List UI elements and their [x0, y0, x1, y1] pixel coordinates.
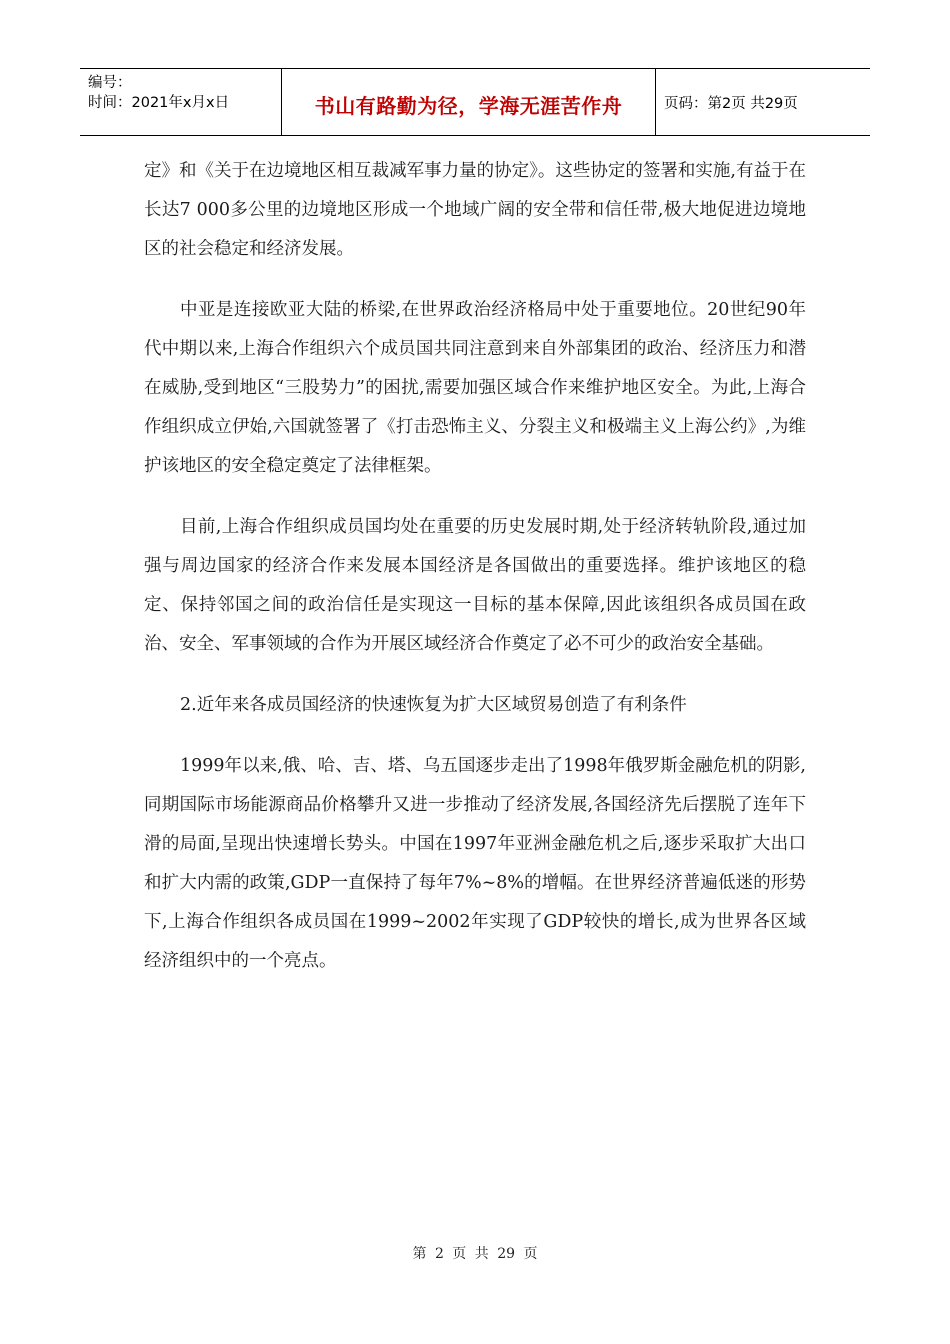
paragraph: 1999年以来,俄、哈、吉、塔、乌五国逐步走出了1998年俄罗斯金融危机的阴影,同期国际市场能源商品价格攀升又进一步推动了经济发展,各国经济先后摆脱了连年下滑的局面,呈现出快速增长势头。中国在1997年亚洲金融危机之后,逐步采取扩大出口和扩大内需的政策,GDP一直保持了每年7%~8%的增幅。在世界经济普遍低迷的形势下,上海合作组织各成员国在1999~2002年实现了GDP较快的增长,成为世界各区域经济组织中的一个亮点。: [144, 756, 806, 971]
document-time-label: 时间：2021年x月x日: [88, 95, 230, 111]
header-motto: 书山有路勤为径，学海无涯苦作舟: [282, 69, 656, 135]
paragraph-continuation: 定》和《关于在边境地区相互裁减军事力量的协定》。这些协定的签署和实施,有益于在长达7 000多公里的边境地区形成一个地域广阔的安全带和信任带,极大地促进边境地区的社会稳定和经济发展。: [144, 161, 806, 259]
page-header: [80, 68, 870, 136]
document-body: [144, 152, 806, 1003]
paragraph: 目前,上海合作组织成员国均处在重要的历史发展时期,处于经济转轨阶段,通过加强与周边国家的经济合作来发展本国经济是各国做出的重要选择。维护该地区的稳定、保持邻国之间的政治信任是实现这一目标的基本保障,因此该组织各成员国在政治、安全、军事领域的合作为开展区域经济合作奠定了必不可少的政治安全基础。: [144, 517, 806, 654]
header-meta: [80, 69, 282, 135]
page-footer: 第 2 页 共 29 页: [412, 1246, 538, 1262]
section-heading: 2.近年来各成员国经济的快速恢复为扩大区域贸易创造了有利条件: [180, 695, 687, 715]
paragraph: 中亚是连接欧亚大陆的桥梁,在世界政治经济格局中处于重要地位。20世纪90年代中期以来,上海合作组织六个成员国共同注意到来自外部集团的政治、经济压力和潜在威胁,受到地区“三股势力”的困扰,需要加强区域合作来维护地区安全。为此,上海合作组织成立伊始,六国就签署了《打击恐怖主义、分裂主义和极端主义上海公约》,为维护该地区的安全稳定奠定了法律框架。: [144, 300, 806, 476]
header-page-info: 页码：第2页 共29页: [664, 95, 798, 112]
document-number-label: 编号：: [88, 75, 132, 91]
